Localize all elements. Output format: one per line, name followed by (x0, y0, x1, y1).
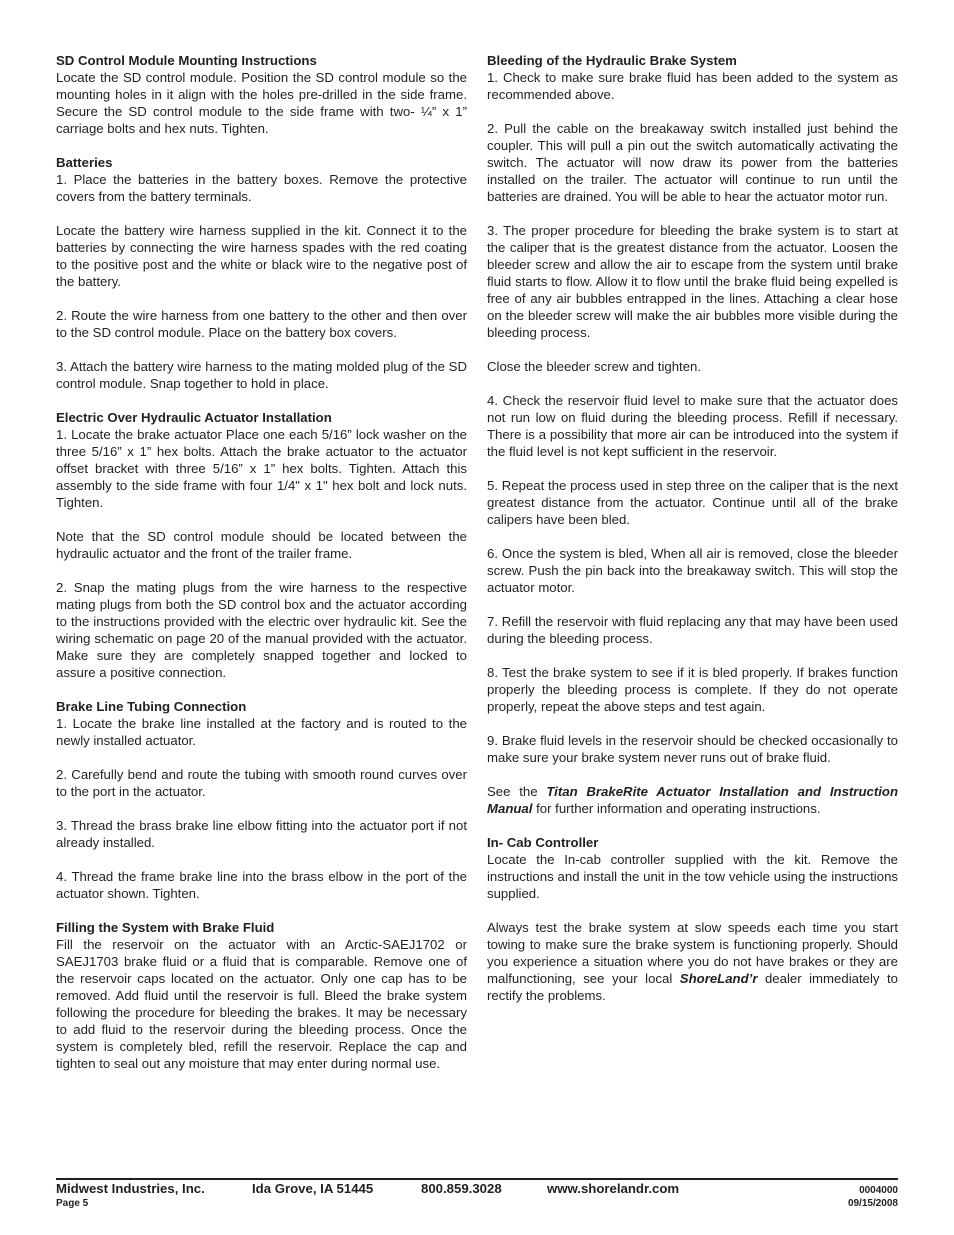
footer-divider (56, 1178, 898, 1180)
paragraph: Locate the In-cab controller supplied with the kit. Remove the instructions and install the unit in the tow vehicle using the instructions supplied. (487, 852, 898, 901)
footer-company: Midwest Industries, Inc. (56, 1181, 205, 1196)
paragraph: Locate the battery wire harness supplied in the kit. Connect it to the batteries by connecting the wire harness spades with the red coating to the positive post and the white or black wire to the negative post of the battery. (56, 223, 467, 289)
section-heading: SD Control Module Mounting Instructions (56, 53, 317, 68)
section-heading: Brake Line Tubing Connection (56, 699, 247, 714)
section-heading: Bleeding of the Hydraulic Brake System (487, 53, 737, 68)
paragraph: 1. Locate the brake actuator Place one each 5/16” lock washer on the three 5/16” x 1” hex bolts. Attach the brake actuator to the actuator offset bracket with three 5/16” x 1” hex bolts. Tighten. Attach this assembly to the side frame with four 1/4" x 1" hex bolt and lock nuts. Tighten. (56, 427, 467, 510)
section-bleeding (487, 52, 898, 817)
paragraph: 2. Snap the mating plugs from the wire harness to the respective mating plugs from both the SD control box and the actuator according to the instructions provided with the electric over hydraulic kit. See the wiring schematic on page 20 of the manual provided with the actuator. Make sure they are completely snapped together and locked to assure a positive connection. (56, 580, 467, 680)
paragraph: 1. Place the batteries in the battery boxes. Remove the protective covers from the battery terminals. (56, 172, 467, 204)
section-heading: In- Cab Controller (487, 835, 599, 850)
section-heading: Batteries (56, 155, 113, 170)
paragraph: 1. Locate the brake line installed at the factory and is routed to the newly installed actuator. (56, 716, 467, 748)
brand-name: ShoreLand’r (679, 971, 758, 986)
paragraph: 4. Thread the frame brake line into the brass elbow in the port of the actuator shown. Tighten. (56, 869, 467, 901)
section-filling-system (56, 919, 467, 1072)
section-actuator-installation (56, 409, 467, 681)
right-column (487, 52, 898, 1021)
paragraph: 4. Check the reservoir fluid level to make sure that the actuator does not run low on fluid during the bleeding process. Refill if necessary. There is a possibility that more air can be introduced into the system if the fluid level is not kept sufficient in the reservoir. (487, 393, 898, 459)
section-brake-line-tubing (56, 698, 467, 902)
footer-website: www.shorelandr.com (547, 1181, 680, 1196)
paragraph: 2. Carefully bend and route the tubing with smooth round curves over to the port in the actuator. (56, 767, 467, 799)
paragraph-see-manual (487, 783, 898, 817)
paragraph: 3. Thread the brass brake line elbow fitting into the actuator port if not already installed. (56, 818, 467, 850)
paragraph: 9. Brake fluid levels in the reservoir should be checked occasionally to make sure your brake system never runs out of brake fluid. (487, 733, 898, 765)
paragraph: Close the bleeder screw and tighten. (487, 359, 702, 374)
paragraph: Fill the reservoir on the actuator with an Arctic-SAEJ1702 or SAEJ1703 brake fluid or a fluid that is comparable. Remove one of the reservoir caps located on the actuator. Only one cap has to be removed. Add fluid until the reservoir is full. Bleed the brake system following the procedure for bleeding the brakes. It may be necessary to add fluid to the reservoir during the bleeding process. Once the system is completely bled, refill the reservoir. Replace the cap and tighten to seal out any moisture that may enter during normal use. (56, 937, 467, 1071)
paragraph: 5. Repeat the process used in step three on the caliper that is the next greatest distance from the actuator. Continue until all of the brake calipers have been bled. (487, 478, 898, 527)
text-run: Always test the brake system at slow speeds each time you start towing to make sure the brake system is functioning properly. Should you experience a situation where you do not have brakes or they are malfunctioning, see your local (487, 920, 898, 986)
left-column (56, 52, 467, 1089)
manual-title: Titan BrakeRite Actuator Installation and Instruction Manual (487, 784, 898, 816)
paragraph: 2. Pull the cable on the breakaway switch installed just behind the coupler. This will pull a pin out the switch automatically activating the switch. The actuator will now draw its power from the batteries installed on the trailer. The actuator will continue to run until the batteries are drained. You will be able to hear the actuator motor run. (487, 121, 898, 204)
paragraph (487, 919, 898, 1004)
footer-date: 09/15/2008 (847, 1198, 898, 1209)
paragraph: Note that the SD control module should be located between the hydraulic actuator and the front of the trailer frame. (56, 529, 467, 561)
text-run: for further information and operating instructions. (532, 801, 821, 816)
section-heading: Electric Over Hydraulic Actuator Installation (56, 410, 332, 425)
section-batteries (56, 154, 467, 392)
paragraph: 6. Once the system is bled, When all air is removed, close the bleeder screw. Push the pin back into the breakaway switch. This will stop the actuator motor. (487, 546, 898, 595)
footer-phone: 800.859.3028 (421, 1181, 502, 1196)
paragraph: Locate the SD control module. Position the SD control module so the mounting holes in it align with the holes pre-drilled in the side frame. Secure the SD control module to the side frame with two- ¼” x 1” carriage bolts and hex nuts. Tighten. (56, 70, 467, 136)
text-run: dealer immediately to rectify the problems. (487, 971, 898, 1003)
paragraph: 1. Check to make sure brake fluid has been added to the system as recommended above. (487, 70, 898, 102)
footer-doc-number: 0004000 (859, 1185, 898, 1196)
footer-city: Ida Grove, IA 51445 (252, 1181, 374, 1196)
section-in-cab-controller (487, 834, 898, 1004)
footer-page-number: Page 5 (56, 1198, 89, 1209)
paragraph: 8. Test the brake system to see if it is bled properly. If brakes function properly the bleeding process is complete. If they do not operate properly, repeat the above steps and test again. (487, 665, 898, 714)
section-heading: Filling the System with Brake Fluid (56, 920, 275, 935)
paragraph: 3. The proper procedure for bleeding the brake system is to start at the caliper that is the greatest distance from the actuator. Loosen the bleeder screw and allow the air to escape from the system until brake fluid starts to flow. Allow it to flow until the brake fluid being expelled is free of any air bubbles entrapped in the lines. Attaching a clear hose on the bleeder screw will make the air bubbles more visible during the bleeding process. (487, 223, 898, 340)
paragraph: 3. Attach the battery wire harness to the mating molded plug of the SD control module. Snap together to hold in place. (56, 359, 467, 391)
paragraph: 7. Refill the reservoir with fluid replacing any that may have been used during the bleeding process. (487, 614, 898, 646)
text-run: See the (487, 784, 547, 799)
section-sd-control-module (56, 52, 467, 137)
paragraph: 2. Route the wire harness from one battery to the other and then over to the SD control module. Place on the battery box covers. (56, 308, 467, 340)
